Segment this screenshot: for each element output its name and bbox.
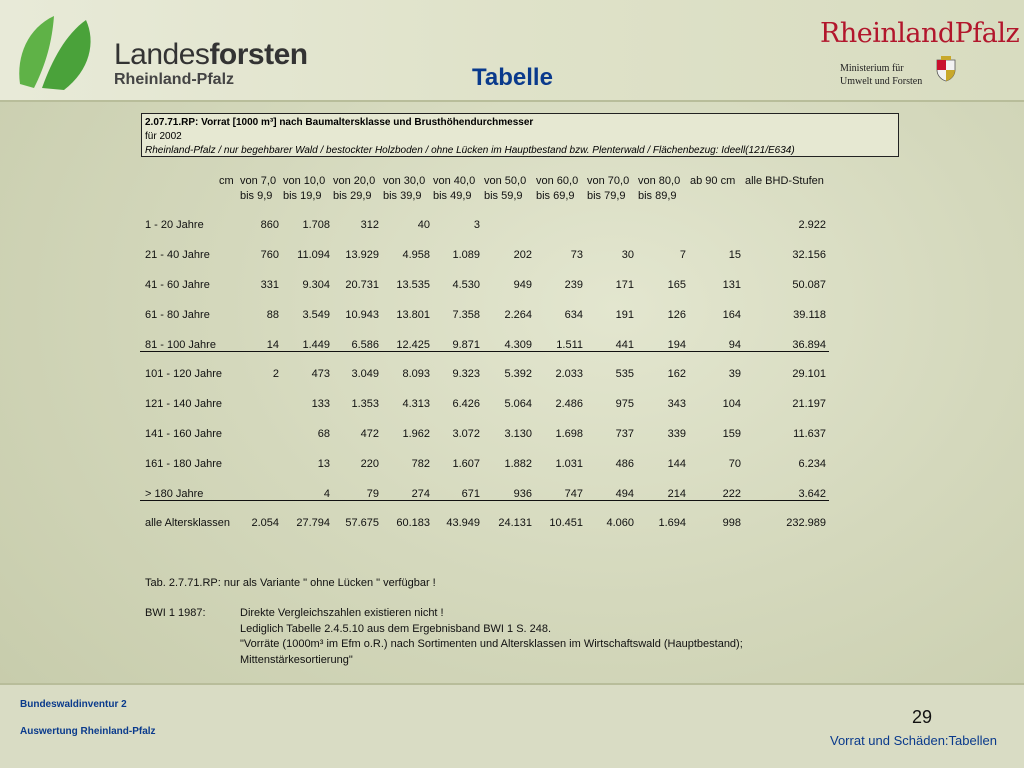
- table-cell: 5.392: [504, 368, 532, 380]
- table-cell: 274: [411, 488, 430, 500]
- table-cell: 30: [621, 249, 634, 261]
- table-cell: 50.087: [792, 279, 826, 291]
- table-cell: 1.698: [555, 428, 583, 440]
- table-cell: 164: [722, 309, 741, 321]
- footer-divider: [0, 683, 1024, 685]
- table-cell: 1.607: [452, 458, 480, 470]
- table-cell: 13.535: [396, 279, 430, 291]
- table-cell: 10.943: [345, 309, 379, 321]
- table-cell: 171: [615, 279, 634, 291]
- table-cell: 20.731: [345, 279, 379, 291]
- table-cell: 239: [564, 279, 583, 291]
- table-cell: 73: [570, 249, 583, 261]
- table-cell: 11.637: [793, 428, 826, 440]
- table-cell: 4: [323, 488, 330, 500]
- column-header-range: bis 19,9: [283, 190, 322, 202]
- column-header: von 20,0: [333, 175, 376, 187]
- table-cell: 14: [266, 339, 279, 351]
- column-header: von 50,0: [484, 175, 527, 187]
- table-cell: 860: [260, 219, 279, 231]
- table-cell: 4.060: [606, 517, 634, 529]
- table-cell: 2: [272, 368, 279, 380]
- column-header-range: bis 59,9: [484, 190, 523, 202]
- table-cell: 3.549: [302, 309, 330, 321]
- table-cell: 133: [311, 398, 330, 410]
- table-cell: 29.101: [792, 368, 826, 380]
- table-cell: 39: [728, 368, 741, 380]
- table-cell: 671: [461, 488, 480, 500]
- column-header: von 7,0: [240, 175, 277, 187]
- table-cell: 9.871: [452, 339, 480, 351]
- table-cell: 331: [260, 279, 279, 291]
- row-label: 141 - 160 Jahre: [145, 428, 223, 440]
- table-cell: 747: [564, 488, 583, 500]
- table-cell: 57.675: [345, 517, 379, 529]
- table-cell: 220: [360, 458, 379, 470]
- table-caption-box: [141, 113, 899, 157]
- table-cell: 1.962: [402, 428, 430, 440]
- table-cell: 32.156: [792, 249, 826, 261]
- table-cell: 1.882: [504, 458, 532, 470]
- table-cell: 191: [615, 309, 634, 321]
- logo-wordmark: [114, 38, 308, 72]
- logo-subtitle: Rheinland-Pfalz: [114, 71, 235, 88]
- table-cell: 4.313: [402, 398, 430, 410]
- table-caption-year: für 2002: [145, 131, 182, 142]
- table-cell: 1.694: [658, 517, 686, 529]
- row-label: > 180 Jahre: [145, 488, 204, 500]
- table-cell: 6.586: [351, 339, 379, 351]
- table-cell: 104: [722, 398, 741, 410]
- table-cell: 79: [366, 488, 379, 500]
- table-cell: 535: [615, 368, 634, 380]
- column-header: von 60,0: [536, 175, 579, 187]
- table-cell: 339: [667, 428, 686, 440]
- column-header: alle BHD-Stufen: [745, 175, 824, 187]
- table-cell: 782: [411, 458, 430, 470]
- table-cell: 486: [615, 458, 634, 470]
- table-cell: 9.323: [452, 368, 480, 380]
- table-cell: 24.131: [498, 517, 532, 529]
- row-label: 61 - 80 Jahre: [145, 309, 210, 321]
- table-cell: 1.449: [302, 339, 330, 351]
- table-cell: 1.089: [452, 249, 480, 261]
- table-cell: 68: [317, 428, 330, 440]
- table-cell: 159: [722, 428, 741, 440]
- table-cell: 40: [417, 219, 430, 231]
- table-rule: [140, 351, 829, 352]
- row-label: 21 - 40 Jahre: [145, 249, 210, 261]
- table-cell: 473: [311, 368, 330, 380]
- table-cell: 2.054: [251, 517, 279, 529]
- column-header: von 70,0: [587, 175, 630, 187]
- table-cell: 27.794: [296, 517, 330, 529]
- column-header: von 30,0: [383, 175, 426, 187]
- row-label: 101 - 120 Jahre: [145, 368, 223, 380]
- table-cell: 7: [679, 249, 686, 261]
- table-cell: 3.049: [351, 368, 379, 380]
- footer-section-title: Vorrat und Schäden:Tabellen: [830, 733, 997, 748]
- table-cell: 15: [728, 249, 741, 261]
- table-cell: 2.033: [555, 368, 583, 380]
- table-cell: 634: [564, 309, 583, 321]
- column-header-range: bis 49,9: [433, 190, 472, 202]
- table-cell: 6.426: [452, 398, 480, 410]
- row-label: 1 - 20 Jahre: [145, 219, 204, 231]
- table-cell: 2.922: [798, 219, 826, 231]
- table-cell: 131: [722, 279, 741, 291]
- table-cell: 312: [360, 219, 379, 231]
- table-cell: 998: [722, 517, 741, 529]
- table-cell: 194: [667, 339, 686, 351]
- rlp-wordmark: RheinlandPfalz: [820, 18, 1020, 49]
- table-cell: 11.094: [297, 249, 330, 261]
- table-cell: 9.304: [302, 279, 330, 291]
- table-rule: [140, 500, 829, 501]
- table-cell: 494: [615, 488, 634, 500]
- column-header-range: bis 29,9: [333, 190, 372, 202]
- table-cell: 6.234: [798, 458, 826, 470]
- row-label: 81 - 100 Jahre: [145, 339, 216, 351]
- table-cell: 949: [513, 279, 532, 291]
- table-cell: 7.358: [452, 309, 480, 321]
- column-header-range: bis 79,9: [587, 190, 626, 202]
- table-cell: 12.425: [396, 339, 430, 351]
- row-label: 121 - 140 Jahre: [145, 398, 223, 410]
- ministry-line2: Umwelt und Forsten: [840, 76, 923, 87]
- table-cell: 232.989: [786, 517, 826, 529]
- table-cell: 144: [667, 458, 686, 470]
- page-number: 29: [912, 707, 933, 727]
- table-cell: 2.264: [504, 309, 532, 321]
- footer-project-subtitle: Auswertung Rheinland-Pfalz: [20, 726, 156, 737]
- table-cell: 760: [260, 249, 279, 261]
- table-cell: 13: [317, 458, 330, 470]
- column-header-range: bis 9,9: [240, 190, 273, 202]
- page-title: Tabelle: [472, 64, 553, 91]
- table-cell: 343: [667, 398, 686, 410]
- bwi-line: Mittenstärkesortierung": [240, 654, 353, 666]
- column-header: cm: [219, 175, 234, 187]
- table-cell: 1.511: [556, 339, 583, 351]
- bwi-line: Lediglich Tabelle 2.4.5.10 aus dem Ergebnisband BWI 1 S. 248.: [240, 623, 552, 635]
- table-cell: 21.197: [792, 398, 826, 410]
- table-cell: 4.309: [504, 339, 532, 351]
- leaf-logo-icon: [14, 12, 98, 92]
- table-cell: 202: [513, 249, 532, 261]
- table-cell: 4.530: [452, 279, 480, 291]
- column-header: ab 90 cm: [690, 175, 736, 187]
- column-header-range: bis 69,9: [536, 190, 575, 202]
- table-cell: 13.929: [345, 249, 379, 261]
- column-header: von 10,0: [283, 175, 326, 187]
- table-cell: 1.353: [351, 398, 379, 410]
- column-header: von 80,0: [638, 175, 681, 187]
- table-cell: 1.708: [302, 219, 330, 231]
- table-cell: 126: [667, 309, 686, 321]
- table-cell: 43.949: [446, 517, 480, 529]
- table-cell: 165: [667, 279, 686, 291]
- column-header-range: bis 89,9: [638, 190, 677, 202]
- table-cell: 472: [360, 428, 379, 440]
- table-cell: 60.183: [396, 517, 430, 529]
- table-cell: 936: [513, 488, 532, 500]
- bwi-label: BWI 1 1987:: [145, 607, 206, 619]
- coat-of-arms-icon: [935, 56, 957, 82]
- bwi-line: "Vorräte (1000m³ im Efm o.R.) nach Sortimenten und Altersklassen im Wirtschaftswald (Hauptbestand);: [240, 638, 743, 650]
- table-cell: 36.894: [792, 339, 826, 351]
- table-cell: 39.118: [793, 309, 826, 321]
- landesforsten-logo: [14, 12, 308, 92]
- table-cell: 162: [667, 368, 686, 380]
- row-label: alle Altersklassen: [145, 517, 230, 529]
- table-cell: 975: [615, 398, 634, 410]
- table-caption-title: 2.07.71.RP: Vorrat [1000 m³] nach Baumaltersklasse und Brusthöhendurchmesser: [145, 117, 534, 128]
- table-cell: 88: [266, 309, 279, 321]
- row-label: 161 - 180 Jahre: [145, 458, 223, 470]
- table-cell: 10.451: [549, 517, 583, 529]
- table-note: Tab. 2.7.71.RP: nur als Variante " ohne Lücken " verfügbar !: [145, 577, 436, 589]
- column-header-range: bis 39,9: [383, 190, 422, 202]
- column-header: von 40,0: [433, 175, 476, 187]
- logo-wordmark-bold: forsten: [209, 38, 308, 71]
- table-cell: 222: [722, 488, 741, 500]
- table-cell: 4.958: [402, 249, 430, 261]
- header-divider: [0, 100, 1024, 102]
- table-cell: 13.801: [396, 309, 430, 321]
- table-cell: 2.486: [555, 398, 583, 410]
- row-label: 41 - 60 Jahre: [145, 279, 210, 291]
- table-cell: 94: [728, 339, 741, 351]
- table-cell: 3: [473, 219, 480, 231]
- table-cell: 8.093: [402, 368, 430, 380]
- table-cell: 441: [615, 339, 634, 351]
- bwi-line: Direkte Vergleichszahlen existieren nicht !: [240, 607, 444, 619]
- table-cell: 737: [615, 428, 634, 440]
- table-cell: 3.642: [798, 488, 826, 500]
- logo-wordmark-light: Landes: [114, 38, 210, 71]
- table-caption-scope: Rheinland-Pfalz / nur begehbarer Wald / bestockter Holzboden / ohne Lücken im Hauptbestand bzw. Plenterwald / Flächenbezug: Ideell(121/E634): [145, 145, 795, 156]
- table-cell: 214: [667, 488, 686, 500]
- footer-project-name: Bundeswaldinventur 2: [20, 699, 127, 710]
- table-cell: 5.064: [504, 398, 532, 410]
- ministry-label: [840, 62, 922, 88]
- ministry-line1: Ministerium für: [840, 63, 904, 74]
- table-cell: 3.072: [452, 428, 480, 440]
- table-cell: 1.031: [555, 458, 583, 470]
- table-cell: 3.130: [504, 428, 532, 440]
- table-cell: 70: [728, 458, 741, 470]
